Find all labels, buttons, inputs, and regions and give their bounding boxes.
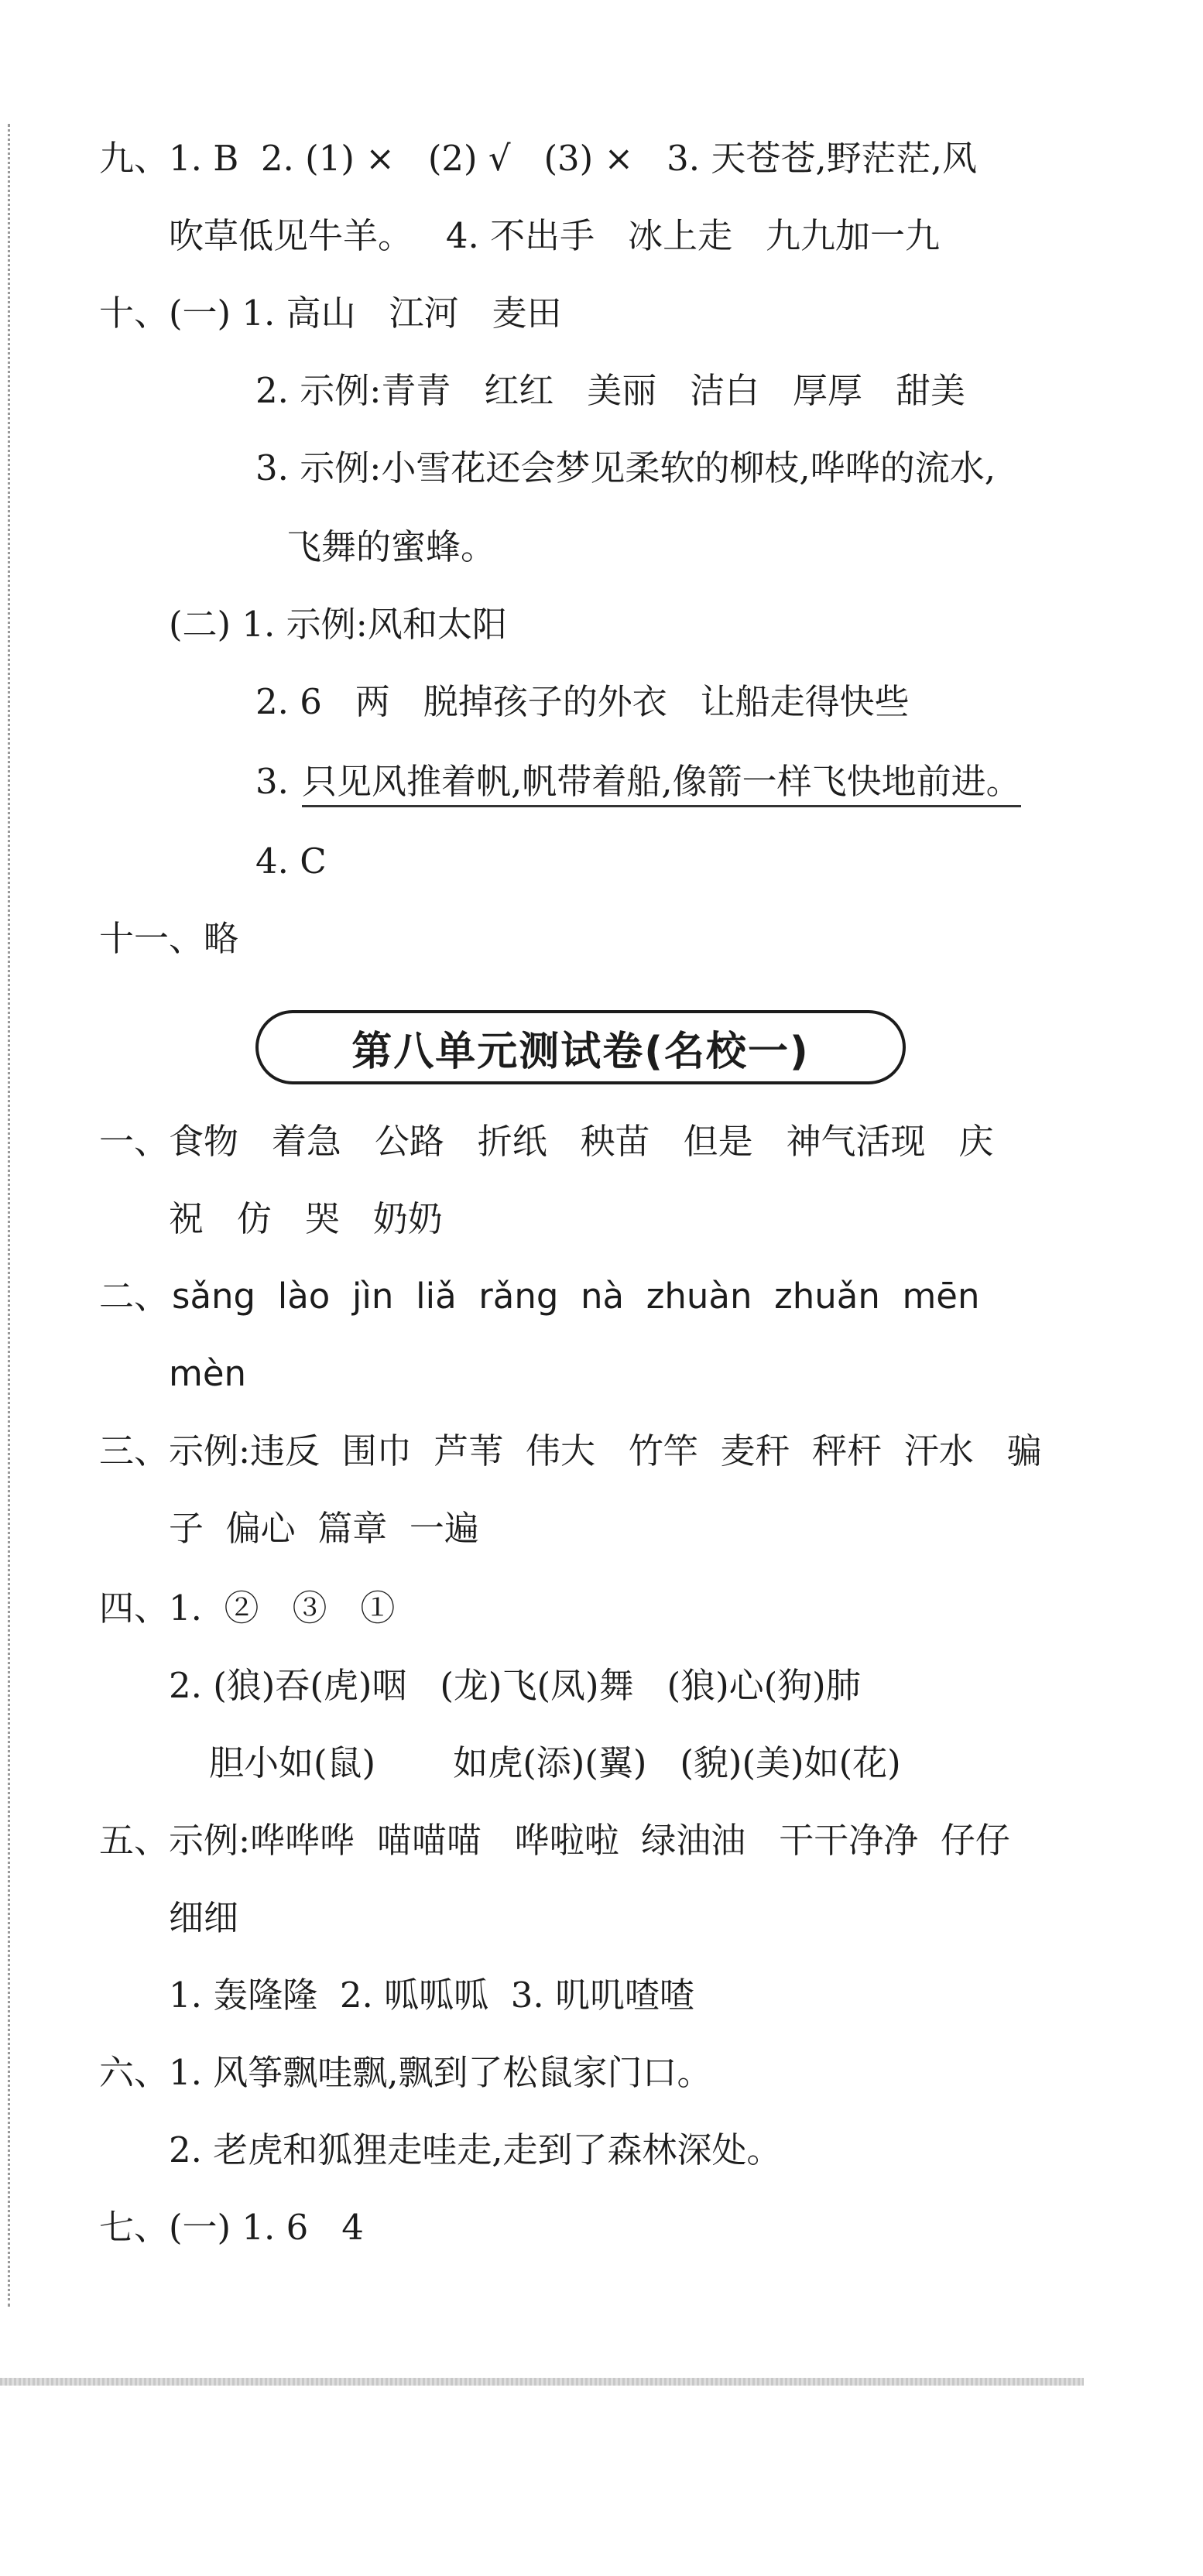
answer-line: 飞舞的蜜蜂。 [286,526,496,567]
binding-margin [8,124,10,2307]
answer-line: 2. 老虎和狐狸走哇走,走到了森林深处。 [169,2129,782,2170]
answer-line: 胆小如(鼠) 如虎(添)(翼) (貌)(美)如(花) [209,1742,901,1783]
answer-line: 十、(一) 1. 高山 江河 麦田 [99,293,562,334]
answer-line: 3. [255,761,289,802]
answer-line: 六、1. 风筝飘哇飘,飘到了松鼠家门口。 [99,2052,712,2093]
section-title-box [255,1010,906,1084]
answer-line: 3. 示例:小雪花还会梦见柔软的柳枝,哗哗的流水, [255,447,996,488]
answer-line: 2. 6 两 脱掉孩子的外衣 让船走得快些 [255,681,910,722]
answer-line: 2. (狼)吞(虎)咽 (龙)飞(凤)舞 (狼)心(狗)肺 [169,1665,861,1706]
answer-line: 4. C [255,841,327,882]
pinyin-line: mèn [169,1353,247,1394]
answer-line: 细细 [169,1897,239,1938]
answer-line: 祝 仿 哭 奶奶 [169,1198,443,1239]
page-bottom-rule [0,2378,1084,2386]
answer-line: 一、食物 着急 公路 折纸 秧苗 但是 神气活现 庆 [99,1121,994,1162]
answer-line: 七、(一) 1. 6 4 [99,2207,364,2248]
answer-line: 1. 轰隆隆 2. 呱呱呱 3. 叽叽喳喳 [169,1975,694,2016]
answer-line: 2. 示例:青青 红红 美丽 洁白 厚厚 甜美 [255,370,965,411]
answer-line: 四、1. ② ③ ① [99,1588,396,1629]
answer-line: 九、1. B 2. (1) × (2) √ (3) × 3. 天苍苍,野茫茫,风 [99,138,977,179]
answer-line-underlined: 只见风推着帆,帆带着船,像箭一样飞快地前进。 [302,759,1021,805]
answer-line: 子 偏心 篇章 一遍 [169,1508,479,1549]
answer-line: 十一、略 [99,918,239,959]
pinyin-line: sǎng lào jìn liǎ rǎng nà zhuàn zhuǎn mēn [172,1276,980,1317]
answer-line: (二) 1. 示例:风和太阳 [169,604,507,645]
section-title: 第八单元测试卷(名校一) [351,1028,810,1075]
answer-line: 五、示例:哗哗哗 喵喵喵 哗啦啦 绿油油 干干净净 仔仔 [99,1820,1010,1861]
answer-line: 三、示例:违反 围巾 芦苇 伟大 竹竿 麦秆 秤杆 汗水 骗 [99,1430,1042,1471]
answer-line: 吹草低见牛羊。 4. 不出手 冰上走 九九加一九 [169,215,940,256]
answer-line: 二、 [99,1276,170,1317]
